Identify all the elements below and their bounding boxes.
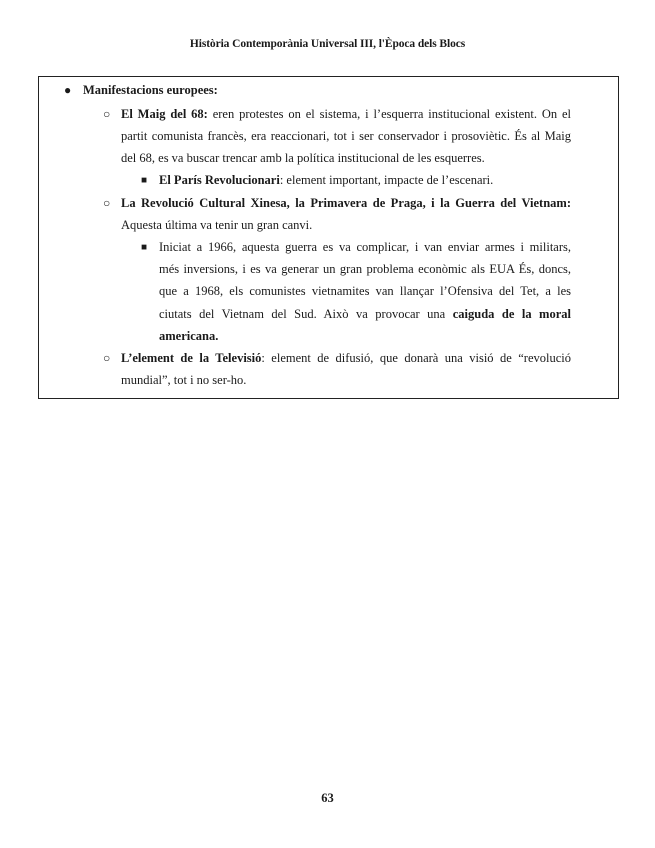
televisio-line-2: mundial”, tot i no ser-ho. (121, 373, 247, 387)
maig-line-1: El Maig del 68: eren protestes on el sistema, i l’esquerra institucional existent. On el (121, 107, 571, 121)
vietnam-line-4: ciutats del Vietnam del Sud. Això va provocar una caiguda de la moral (159, 307, 571, 321)
bullet-circle-icon: ○ (103, 351, 111, 365)
vietnam-line-2: més inversions, i es va generar un gran problema econòmic als EUA És, doncs, (159, 262, 571, 276)
vietnam-line-1: Iniciat a 1966, aquesta guerra es va complicar, i van enviar armes i militars, (159, 240, 571, 254)
maig-line-3: del 68, es va buscar trencar amb la política institucional de les esquerres. (121, 151, 485, 165)
page-number: 63 (321, 791, 334, 805)
revolucio-line-2: Aquesta última va tenir un gran canvi. (121, 218, 313, 232)
televisio-line-1: L’element de la Televisió: element de difusió, que donarà una visió de “revolució (121, 351, 571, 365)
bullet-circle-icon: ○ (103, 196, 111, 210)
bullet-disc-icon: ● (64, 83, 72, 97)
page-header: Història Contemporània Universal III, l'Època dels Blocs (189, 38, 466, 50)
bullet-square-icon: ■ (141, 242, 148, 253)
revolucio-line-1: La Revolució Cultural Xinesa, la Primavera de Praga, i la Guerra del Vietnam: (121, 196, 571, 210)
bullet-circle-icon: ○ (103, 107, 111, 121)
bullet-square-icon: ■ (141, 175, 148, 186)
section-title: Manifestacions europees: (83, 83, 218, 97)
paris-item: El París Revolucionari: element important, impacte de l’escenari. (159, 173, 494, 187)
vietnam-line-3: que a 1968, els comunistes vietnamites van llançar l’Ofensiva del Tet, a les (159, 284, 571, 298)
vietnam-line-5: americana. (159, 329, 219, 343)
maig-line-2: partit comunista francès, era reaccionari, tot i ser conservador i prosoviètic. És al Maig (121, 129, 571, 143)
